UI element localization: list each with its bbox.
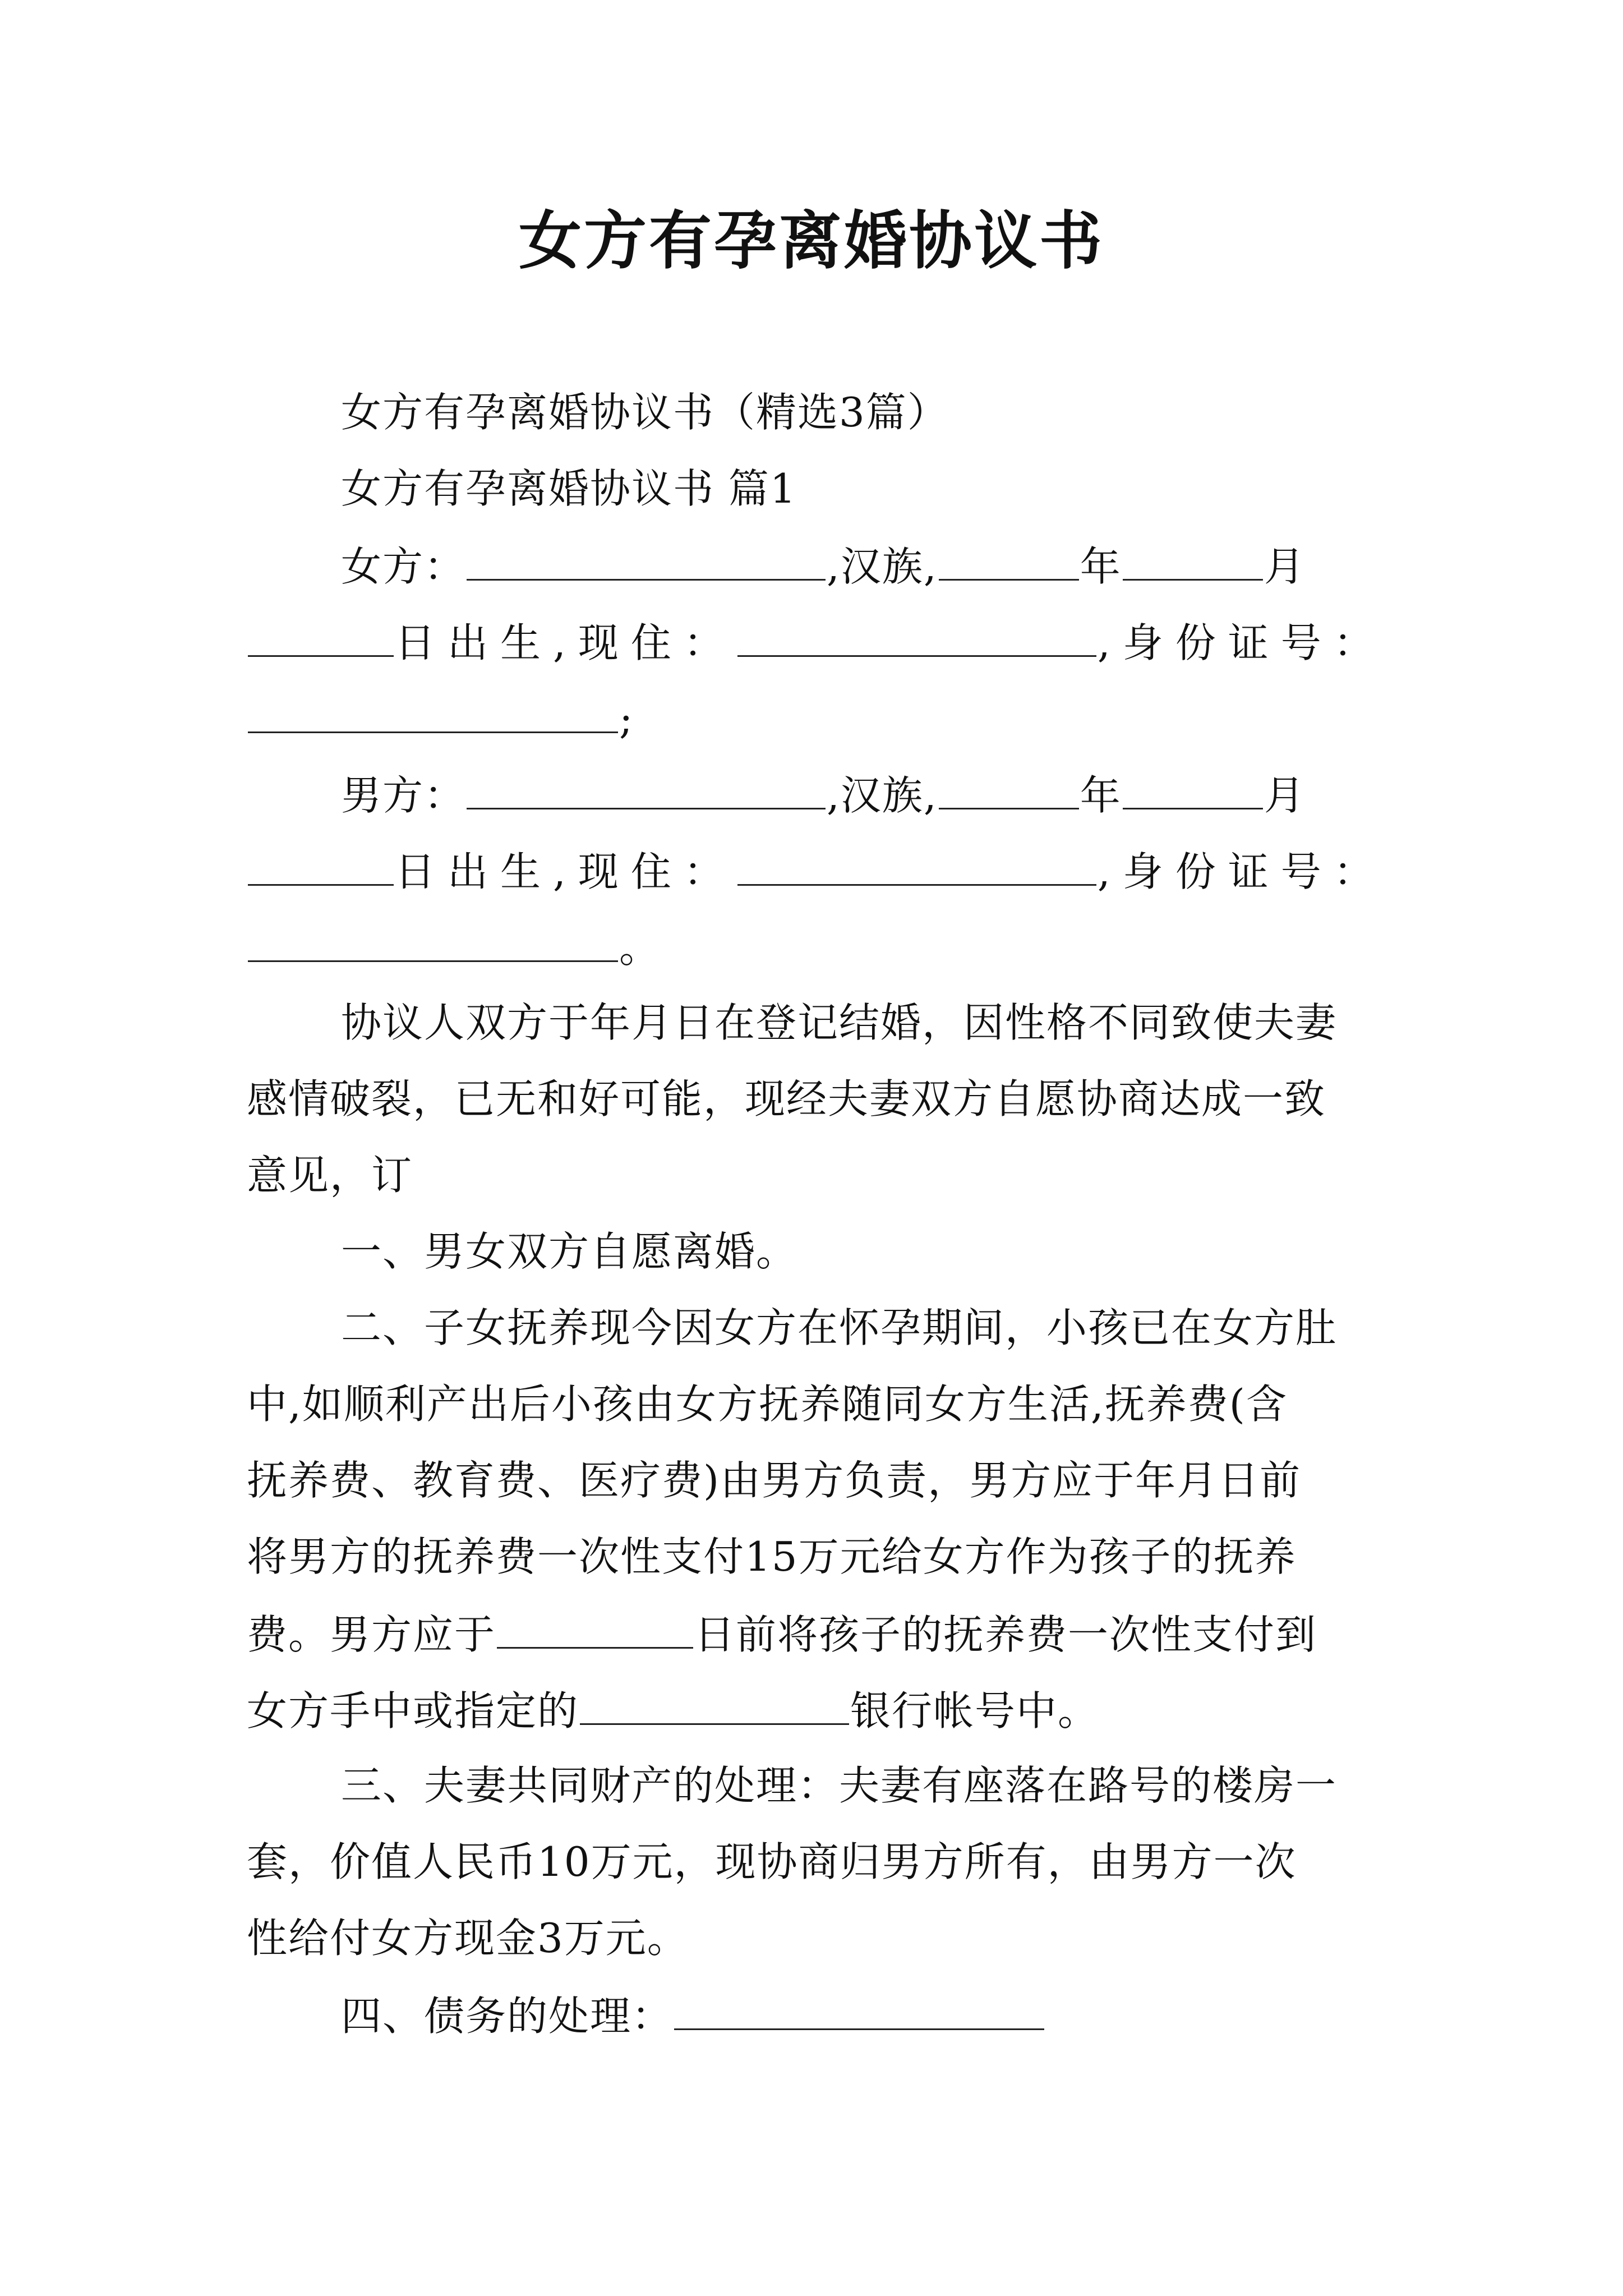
clause-2-line-5b: 日前将孩子的抚养费一次性支付到 (694, 1611, 1317, 1658)
payment-date-blank (497, 1608, 693, 1649)
female-year-blank (939, 540, 1079, 581)
male-label: 男方： (341, 772, 466, 819)
section-heading: 女方有孕离婚协议书 篇1 (341, 465, 797, 512)
intro-line-2: 感情破裂，已无和好可能，现经夫妻双方自愿协商达成一致 (247, 1075, 1326, 1122)
male-line-2 (247, 845, 1385, 897)
clause-1: 一、男女双方自愿离婚。 (341, 1228, 798, 1275)
female-month-label: 月 (1264, 543, 1306, 590)
male-end: 。 (619, 924, 661, 972)
clause-3-line-1: 三、夫妻共同财产的处理：夫妻有座落在路号的楼房一 (341, 1762, 1338, 1809)
subtitle: 女方有孕离婚协议书（精选3篇） (341, 389, 949, 436)
male-day-blank (248, 845, 394, 886)
male-line-1 (247, 769, 1385, 821)
male-ethnicity: ,汉族, (827, 772, 938, 819)
intro-line-3: 意见，订 (247, 1152, 413, 1199)
female-day-blank (248, 616, 394, 657)
female-label: 女方： (341, 543, 466, 590)
male-birth-residence: 日出生,现住： (395, 848, 736, 895)
male-name-blank (467, 769, 826, 809)
document-title: 女方有孕离婚协议书 (519, 204, 1104, 278)
female-id-blank (248, 692, 618, 733)
debt-blank (674, 1989, 1044, 2030)
clause-3-line-3: 性给付女方现金3万元。 (247, 1915, 689, 1962)
male-line-3 (247, 921, 1385, 973)
male-year-blank (939, 769, 1079, 809)
male-id-blank (248, 921, 618, 962)
male-address-blank (737, 845, 1096, 886)
clause-2-line-1: 二、子女抚养现今因女方在怀孕期间，小孩已在女方肚 (341, 1304, 1338, 1351)
female-address-blank (737, 616, 1096, 657)
clause-3-line-2: 套，价值人民币10万元，现协商归男方所有，由男方一次 (247, 1838, 1297, 1885)
female-line-3 (247, 692, 1385, 744)
clause-2-line-4: 将男方的抚养费一次性支付15万元给女方作为孩子的抚养 (247, 1533, 1297, 1580)
clause-2-line-5 (247, 1608, 1385, 1660)
bank-name-blank (580, 1684, 849, 1725)
intro-line-1: 协议人双方于年月日在登记结婚，因性格不同致使夫妻 (341, 999, 1338, 1046)
clause-2-line-5a: 费。男方应于 (247, 1611, 496, 1658)
male-month-blank (1123, 769, 1263, 809)
female-birth-residence: 日出生,现住： (395, 619, 736, 666)
clause-4-label: 四、债务的处理： (341, 1993, 674, 2040)
clause-2-line-3: 抚养费、教育费、医疗费)由男方负责，男方应于年月日前 (247, 1457, 1302, 1504)
clause-2-line-6a: 女方手中或指定的 (247, 1687, 579, 1734)
female-year-label: 年 (1080, 543, 1122, 590)
clause-2-line-6b: 银行帐号中。 (850, 1687, 1100, 1734)
female-ethnicity: ,汉族, (827, 543, 938, 590)
female-end: ; (619, 696, 634, 743)
male-year-label: 年 (1080, 772, 1122, 819)
female-id-label: ,身份证号： (1097, 619, 1386, 666)
female-month-blank (1123, 540, 1263, 581)
female-line-2 (247, 616, 1385, 668)
male-id-label: ,身份证号： (1097, 848, 1386, 895)
male-month-label: 月 (1264, 772, 1306, 819)
female-name-blank (467, 540, 826, 581)
clause-2-line-2: 中,如顺利产出后小孩由女方抚养随同女方生活,抚养费(含 (247, 1381, 1288, 1428)
clause-4 (247, 1989, 1385, 2041)
clause-2-line-6 (247, 1684, 1385, 1736)
female-line-1 (247, 540, 1385, 592)
